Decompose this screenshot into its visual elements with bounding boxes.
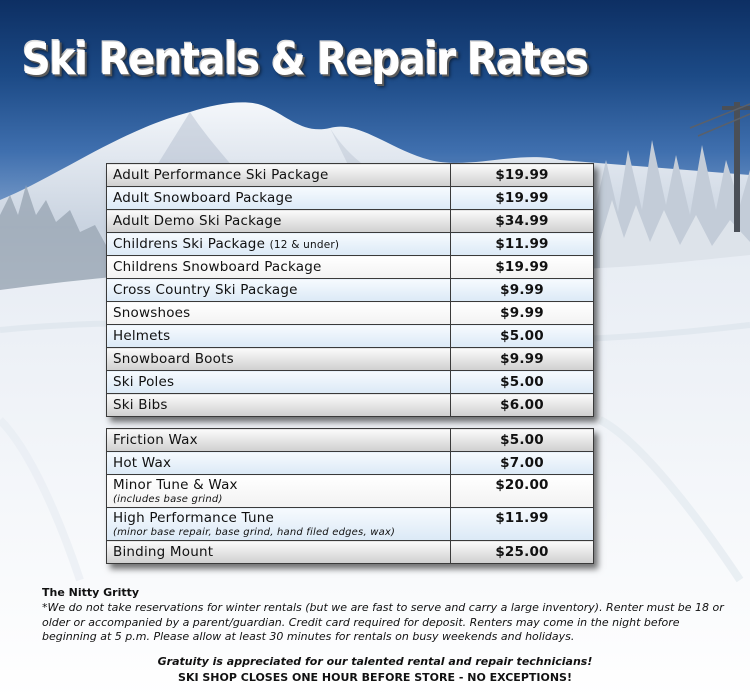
item-price: $6.00 [451,394,594,417]
item-note: (includes base grind) [113,494,223,505]
page-title: Ski Rentals & Repair Rates [22,34,588,86]
table-row [107,452,594,475]
item-name: Snowboard Boots [107,348,451,371]
item-name: Binding Mount [107,541,451,564]
item-price: $25.00 [451,541,594,564]
item-name-cell [107,475,451,508]
item-price: $19.99 [451,187,594,210]
item-name: Helmets [107,325,451,348]
item-name: Adult Performance Ski Package [107,164,451,187]
ski-lift-tower [734,102,740,232]
item-price: $9.99 [451,279,594,302]
table-row [107,348,594,371]
item-name: Ski Bibs [107,394,451,417]
item-name: Adult Demo Ski Package [107,210,451,233]
closing-notice: SKI SHOP CLOSES ONE HOUR BEFORE STORE - NO EXCEPTIONS! [178,671,572,684]
table-row [107,475,594,508]
item-name: Snowshoes [107,302,451,325]
ski-lift-cable [690,104,750,128]
table-row [107,371,594,394]
table-row [107,210,594,233]
item-price: $5.00 [451,325,594,348]
item-price: $9.99 [451,302,594,325]
item-price: $19.99 [451,256,594,279]
repair-rate-table [106,428,594,564]
item-price: $11.99 [451,508,594,541]
item-price: $5.00 [451,429,594,452]
fine-print-text: *We do not take reservations for winter rentals (but we are fast to serve and carry a large inventory). Renter must be 18 or older or accompanied by a parent/guardian. Credit card required for deposit. Renters may come in the night before beginning at 5 p.m. Please allow at least 30 minutes for rentals on busy weekends and holidays. [42,601,724,644]
item-name: Childrens Ski Package [113,236,266,252]
item-name: High Performance Tune [113,510,274,526]
item-name: Adult Snowboard Package [107,187,451,210]
item-price: $20.00 [451,475,594,508]
table-row [107,302,594,325]
fine-print-heading: The Nitty Gritty [42,586,140,599]
table-row [107,394,594,417]
item-price: $34.99 [451,210,594,233]
table-row [107,325,594,348]
rentals-rate-table [106,163,594,417]
table-row [107,279,594,302]
table-row [107,256,594,279]
item-name-cell [107,508,451,541]
item-name: Friction Wax [107,429,451,452]
table-row [107,429,594,452]
item-price: $9.99 [451,348,594,371]
item-price: $5.00 [451,371,594,394]
item-note: (minor base repair, base grind, hand filed edges, wax) [113,527,396,538]
table-row [107,541,594,564]
item-price: $7.00 [451,452,594,475]
item-name: Cross Country Ski Package [107,279,451,302]
item-name: Childrens Snowboard Package [107,256,451,279]
item-name-cell [107,233,451,256]
item-price: $19.99 [451,164,594,187]
item-name: Hot Wax [107,452,451,475]
item-name: Minor Tune & Wax [113,477,238,493]
ski-lift-cable [698,114,750,136]
table-row [107,233,594,256]
table-row [107,508,594,541]
table-row [107,187,594,210]
table-row [107,164,594,187]
item-name: Ski Poles [107,371,451,394]
item-price: $11.99 [451,233,594,256]
item-note: (12 & under) [269,239,340,251]
gratuity-note: Gratuity is appreciated for our talented rental and repair technicians! [157,655,593,668]
